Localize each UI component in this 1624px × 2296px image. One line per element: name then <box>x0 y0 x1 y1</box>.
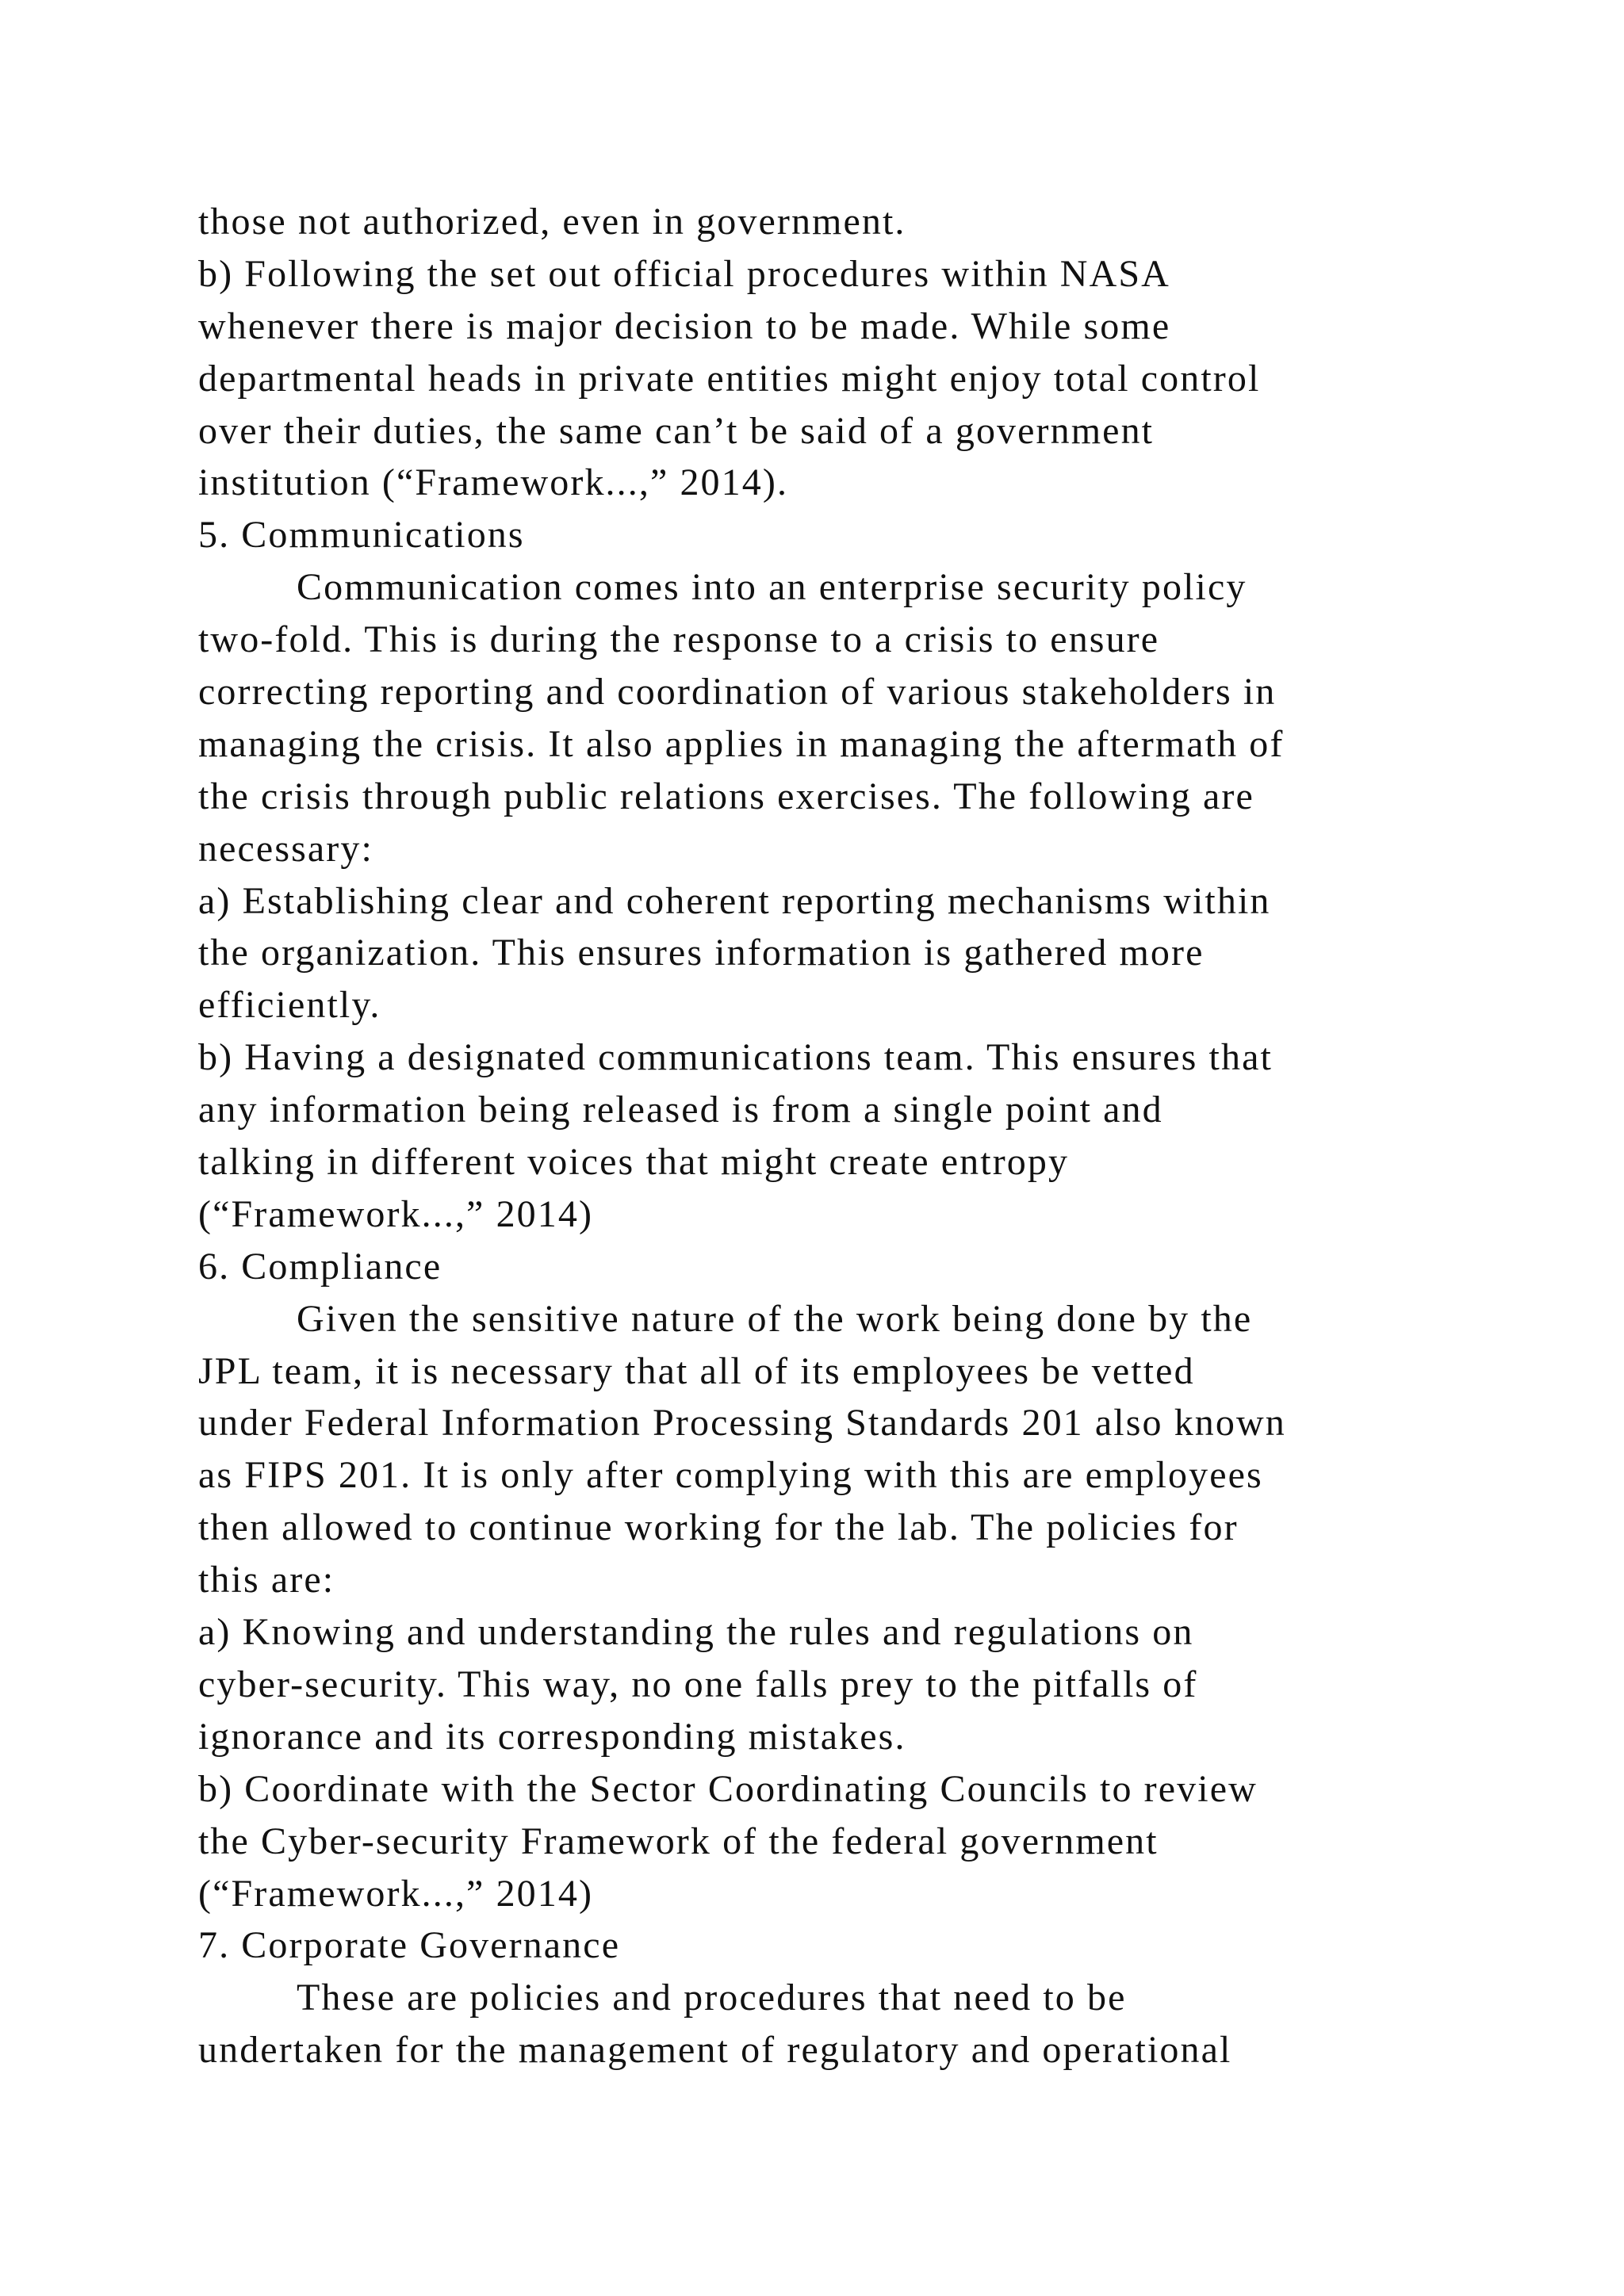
text-line: those not authorized, even in government. <box>198 201 906 243</box>
section-heading: 7. Corporate Governance <box>198 1924 621 1967</box>
text-line: b) Coordinate with the Sector Coordinating Councils to review <box>198 1767 1258 1810</box>
text-line: this are: <box>198 1559 335 1601</box>
text-line: a) Knowing and understanding the rules and regulations on <box>198 1611 1194 1654</box>
text-line: These are policies and procedures that need to be <box>297 1976 1127 2019</box>
text-line: managing the crisis. It also applies in managing the aftermath of <box>198 722 1285 765</box>
text-line: institution (“Framework...,” 2014). <box>198 461 789 504</box>
text-line: cyber-security. This way, no one falls prey to the pitfalls of <box>198 1663 1198 1705</box>
text-line: as FIPS 201. It is only after complying with this are employees <box>198 1454 1263 1497</box>
text-line: ignorance and its corresponding mistakes. <box>198 1715 906 1758</box>
text-line: (“Framework...,” 2014) <box>198 1872 594 1915</box>
document-body-text <box>198 196 1562 2076</box>
text-line: undertaken for the management of regulatory and operational <box>198 2029 1232 2072</box>
section-heading: 6. Compliance <box>198 1245 442 1288</box>
text-line: two-fold. This is during the response to a crisis to ensure <box>198 618 1160 661</box>
text-line: departmental heads in private entities might enjoy total control <box>198 357 1261 400</box>
text-line: a) Establishing clear and coherent reporting mechanisms within <box>198 879 1271 922</box>
section-heading: 5. Communications <box>198 514 525 557</box>
text-line: the organization. This ensures information is gathered more <box>198 932 1205 974</box>
text-line: the crisis through public relations exercises. The following are <box>198 775 1254 817</box>
text-line: correcting reporting and coordination of various stakeholders in <box>198 671 1277 714</box>
text-line: over their duties, the same can’t be said of a government <box>198 409 1155 452</box>
text-line: JPL team, it is necessary that all of its employees be vetted <box>198 1349 1195 1392</box>
text-line: any information being released is from a single point and <box>198 1089 1163 1131</box>
text-line: efficiently. <box>198 984 381 1027</box>
text-line: (“Framework...,” 2014) <box>198 1192 594 1235</box>
text-line: the Cyber-security Framework of the federal government <box>198 1820 1159 1862</box>
text-line: then allowed to continue working for the lab. The policies for <box>198 1506 1239 1549</box>
text-line: Given the sensitive nature of the work being done by the <box>297 1297 1253 1340</box>
text-line: Communication comes into an enterprise security policy <box>297 566 1247 609</box>
text-line: talking in different voices that might create entropy <box>198 1141 1070 1184</box>
text-line: under Federal Information Processing Standards 201 also known <box>198 1402 1286 1445</box>
text-line: necessary: <box>198 827 373 870</box>
text-line: b) Following the set out official procedures within NASA <box>198 252 1170 295</box>
text-line: b) Having a designated communications team. This ensures that <box>198 1036 1273 1079</box>
text-line: whenever there is major decision to be made. While some <box>198 304 1171 347</box>
